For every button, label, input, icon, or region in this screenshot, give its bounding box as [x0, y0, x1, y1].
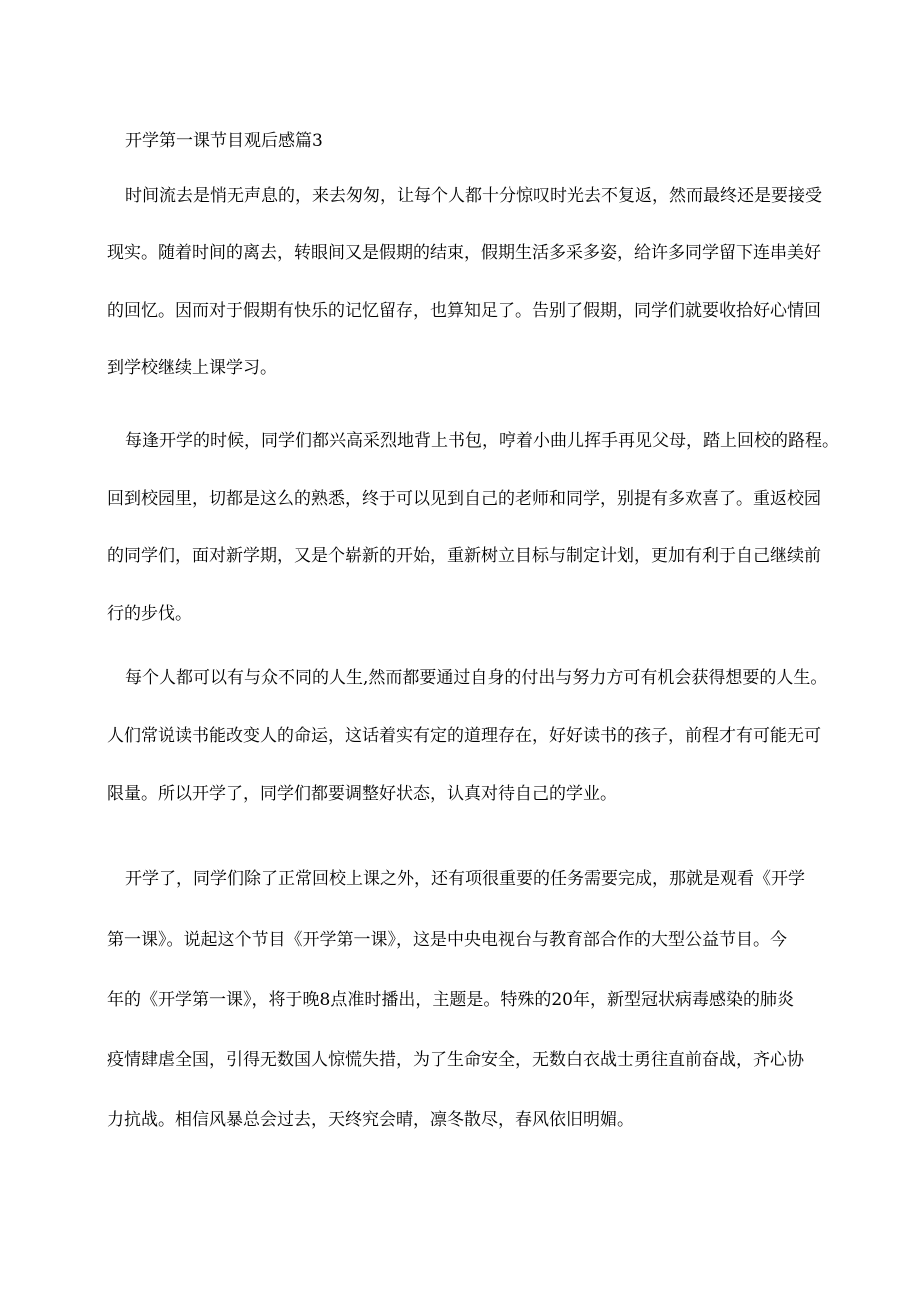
paragraph-2-line-2: 回到校园里，切都是这么的熟悉，终于可以见到自己的老师和同学，别提有多欢喜了。重返校园 — [107, 489, 821, 509]
paragraph-1-line-2: 现实。随着时间的离去，转眼间又是假期的结束，假期生活多采多姿，给许多同学留下连串美好 — [107, 243, 821, 263]
paragraph-2-line-4: 行的步伐。 — [107, 604, 192, 624]
paragraph-2-line-3: 的同学们，面对新学期，又是个崭新的开始，重新树立目标与制定计划，更加有利于自己继续前 — [107, 546, 821, 566]
paragraph-2-line-1: 每逢开学的时候，同学们都兴高采烈地背上书包，哼着小曲儿挥手再见父母，踏上回校的路程。 — [125, 431, 839, 451]
paragraph-3-line-3: 限量。所以开学了，同学们都要调整好状态，认真对待自己的学业。 — [107, 784, 617, 804]
paragraph-4-line-3: 年的《开学第一课》，将于晚8点准时播出，主题是。特殊的20年，新型冠状病毒感染的肺炎 — [107, 990, 794, 1010]
paragraph-4-line-1: 开学了，同学们除了正常回校上课之外，还有项很重要的任务需要完成，那就是观看《开学 — [125, 869, 805, 889]
paragraph-1-line-1: 时间流去是悄无声息的，来去匆匆，让每个人都十分惊叹时光去不复返，然而最终还是要接受 — [125, 186, 822, 206]
paragraph-3-line-2: 人们常说读书能改变人的命运，这话着实有定的道理存在，好好读书的孩子，前程才有可能无可 — [107, 726, 821, 746]
paragraph-3-line-1: 每个人都可以有与众不同的人生,然而都要通过自身的付出与努力方可有机会获得想要的人生。 — [125, 668, 828, 688]
paragraph-4-line-5: 力抗战。相信风暴总会过去，天终究会晴，凛冬散尽，春风依旧明媚。 — [107, 1110, 634, 1130]
paragraph-1-line-4: 到学校继续上课学习。 — [107, 358, 277, 378]
paragraph-1-line-3: 的回忆。因而对于假期有快乐的记忆留存，也算知足了。告别了假期，同学们就要收拾好心情回 — [107, 301, 821, 321]
paragraph-4-line-2: 第一课》。说起这个节目《开学第一课》，这是中央电视台与教育部合作的大型公益节目。今 — [107, 930, 787, 950]
document-title: 开学第一课节目观后感篇3 — [125, 131, 323, 151]
paragraph-4-line-4: 疫情肆虐全国，引得无数国人惊慌失措，为了生命安全，无数白衣战士勇往直前奋战，齐心协 — [107, 1050, 804, 1070]
